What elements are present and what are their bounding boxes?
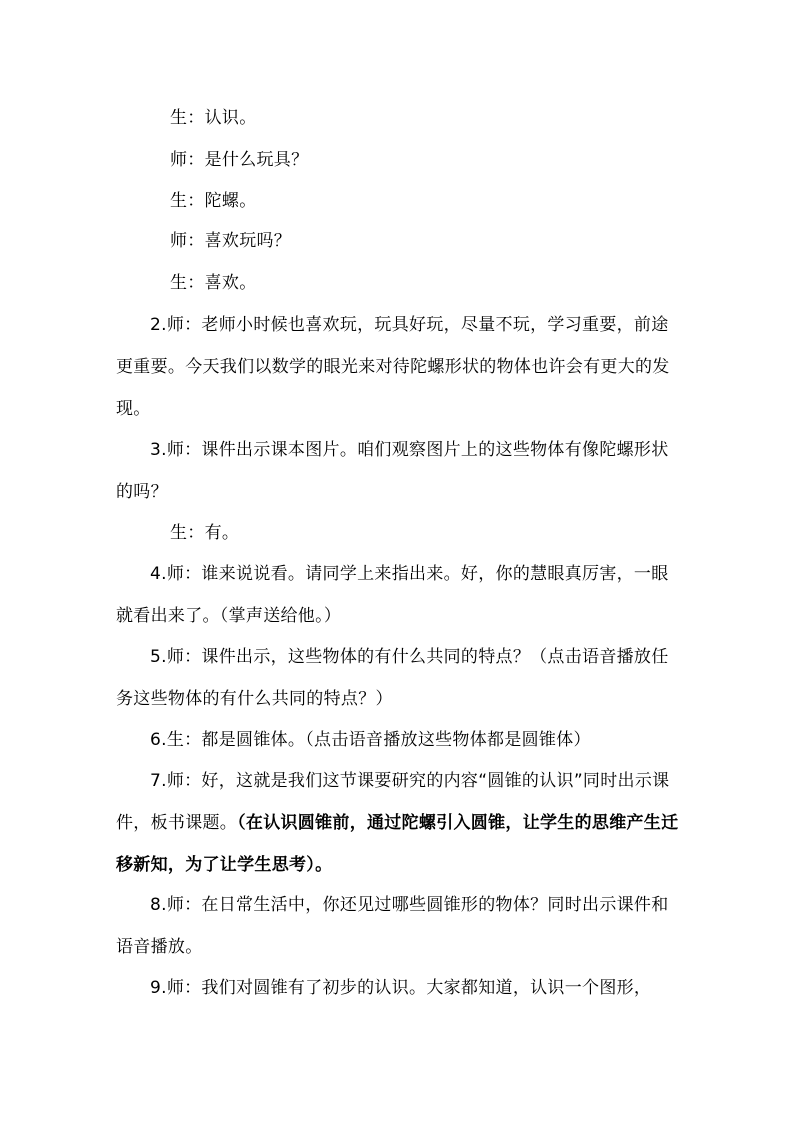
paragraph-8: 生：有。 <box>170 523 240 543</box>
paragraph-14: 9.师：我们对圆锥有了初步的认识。大家都知道，认识一个图形， <box>150 978 652 998</box>
paragraph-10: 5.师：课件出示，这些物体的有什么共同的特点？（点击语音播放任务这些物体的有什么共同的特点？） <box>116 647 669 709</box>
paragraph-1: 生：认识。 <box>170 108 257 128</box>
paragraph-4: 师：喜欢玩吗？ <box>170 231 292 251</box>
paragraph-3: 生：陀螺。 <box>170 191 257 211</box>
paragraph-12-text: 7.师：好，这就是我们这节课要研究的内容“圆锥的认识”同时出示课件，板书课题。 <box>116 771 670 833</box>
paragraph-7: 3.师：课件出示课本图片。咱们观察图片上的这些物体有像陀螺形状的吗？ <box>116 440 669 502</box>
paragraph-12-bold-note: （在认识圆锥前，通过陀螺引入圆锥，让学生的思维产生迁移新知，为了让学生思考）。 <box>116 813 679 875</box>
paragraph-9: 4.师：谁来说说看。请同学上来指出来。好，你的慧眼真厉害，一眼就看出来了。（掌声送给他。） <box>116 564 669 626</box>
paragraph-13: 8.师：在日常生活中，你还见过哪些圆锥形的物体？同时出示课件和语音播放。 <box>116 895 669 957</box>
paragraph-12 <box>116 760 681 886</box>
paragraph-5: 生：喜欢。 <box>170 273 257 293</box>
paragraph-2: 师：是什么玩具？ <box>170 150 309 170</box>
paragraph-11: 6.生：都是圆锥体。（点击语音播放这些物体都是圆锥体） <box>150 730 591 750</box>
paragraph-6: 2.师：老师小时候也喜欢玩，玩具好玩，尽量不玩，学习重要，前途更重要。今天我们以数学的眼光来对待陀螺形状的物体也许会有更大的发现。 <box>116 315 670 419</box>
